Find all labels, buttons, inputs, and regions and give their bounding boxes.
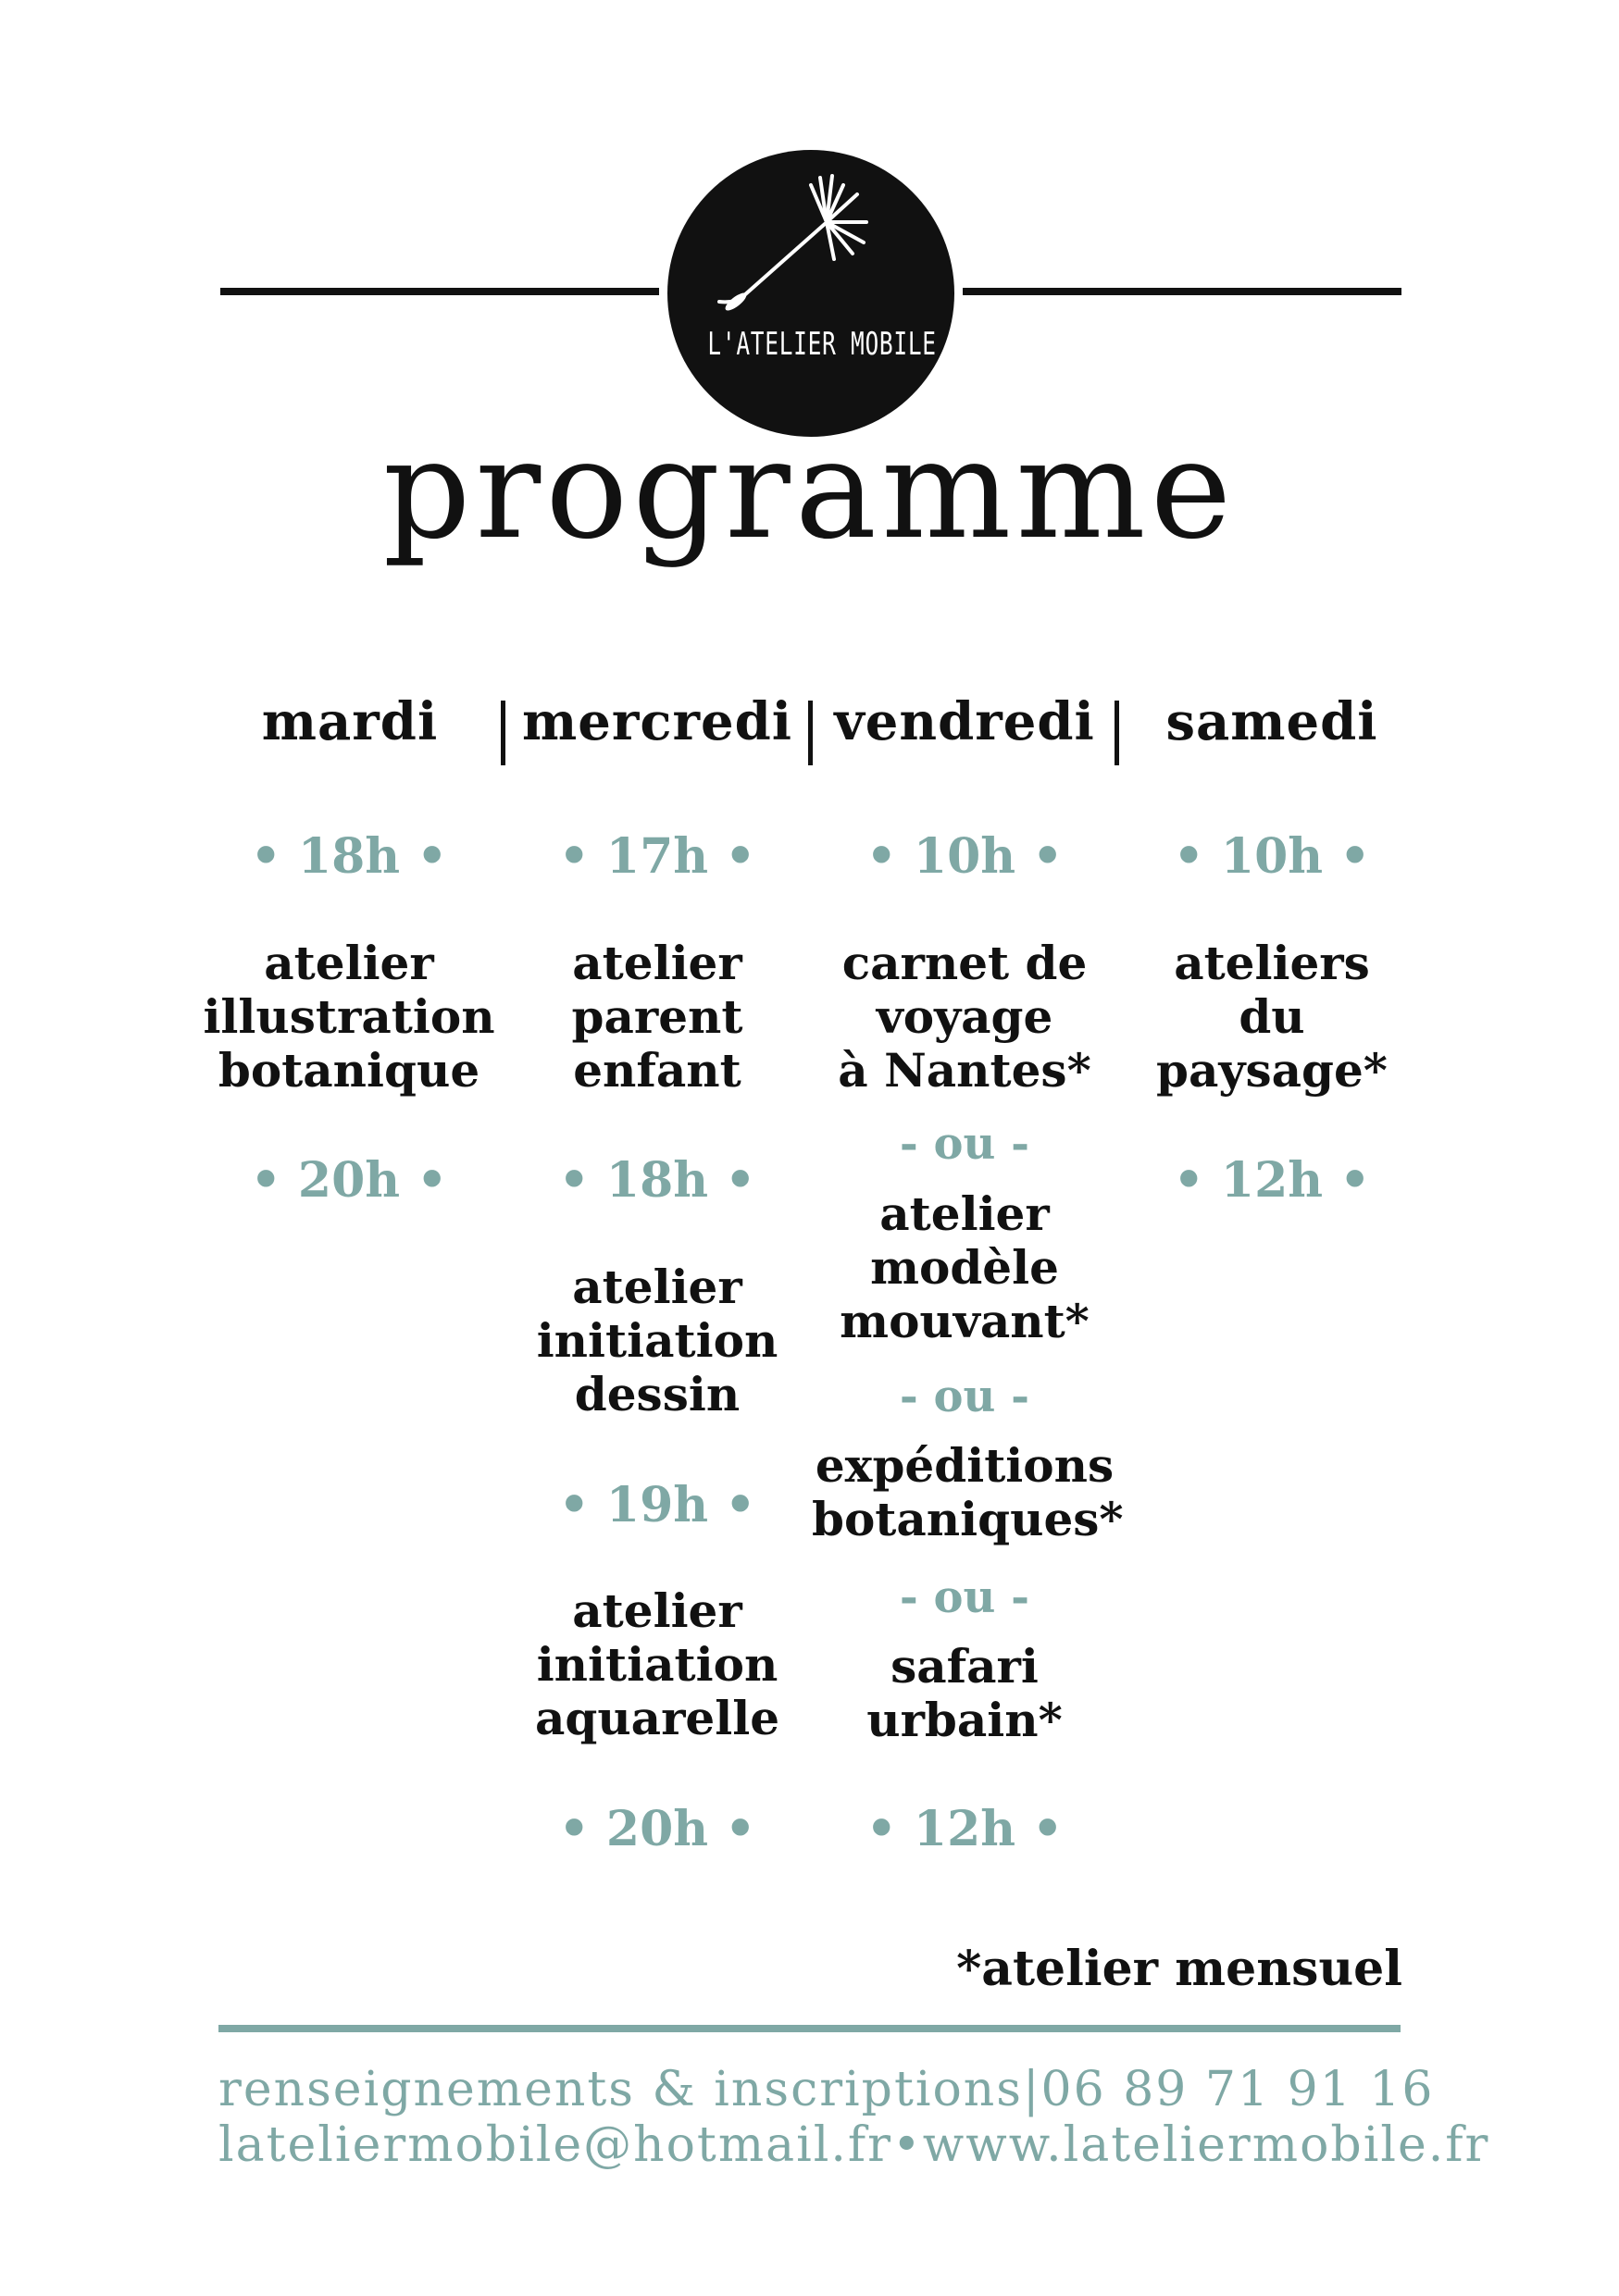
header-rule-left xyxy=(220,288,659,295)
time-start-vendredi: • 10h • xyxy=(866,828,1064,885)
header-rule-right xyxy=(963,288,1401,295)
activity-mercredi-1: atelier parent enfant xyxy=(571,936,743,1098)
activity-vendredi-4: safari urbain* xyxy=(866,1639,1063,1747)
contact-line-2 xyxy=(218,2117,1490,2173)
or-separator: - ou - xyxy=(899,1371,1030,1422)
day-header-vendredi: vendredi xyxy=(834,691,1095,752)
time-end-mardi: • 20h • xyxy=(250,1152,448,1209)
activity-mardi: atelier illustration botanique xyxy=(203,936,495,1098)
or-separator: - ou - xyxy=(899,1571,1030,1623)
time-end-mercredi: • 20h • xyxy=(558,1801,756,1857)
dandelion-seed-icon xyxy=(667,150,954,437)
contact-label: renseignements & inscriptions xyxy=(218,2062,1023,2117)
activity-mercredi-2: atelier initiation dessin xyxy=(536,1260,778,1421)
day-header-mardi: mardi xyxy=(261,691,439,752)
time-mercredi-3: • 19h • xyxy=(558,1477,756,1533)
day-header-samedi: samedi xyxy=(1165,691,1378,752)
footnote: *atelier mensuel xyxy=(956,1941,1402,1997)
email-link[interactable]: lateliermobile@hotmail.fr xyxy=(218,2117,893,2173)
website-link[interactable]: www.lateliermobile.fr xyxy=(922,2117,1490,2173)
activity-mercredi-3: atelier initiation aquarelle xyxy=(534,1583,780,1745)
or-separator: - ou - xyxy=(899,1118,1030,1170)
activity-vendredi-3: expéditions botaniques* xyxy=(812,1438,1124,1546)
logo-text: L'ATELIER MOBILE xyxy=(707,326,937,363)
contact-line-1 xyxy=(218,2062,1435,2117)
activity-vendredi-2: atelier modèle mouvant* xyxy=(840,1186,1090,1348)
activity-samedi: ateliers du paysage* xyxy=(1156,936,1388,1098)
time-start-samedi: • 10h • xyxy=(1173,828,1371,885)
time-end-vendredi: • 12h • xyxy=(866,1801,1064,1857)
page-title: programme xyxy=(382,410,1237,569)
time-mercredi-2: • 18h • xyxy=(558,1152,756,1209)
activity-vendredi-1: carnet de voyage à Nantes* xyxy=(838,936,1091,1098)
time-start-mercredi: • 17h • xyxy=(558,828,756,885)
contact-bullet: • xyxy=(892,2117,923,2173)
phone-number[interactable]: 06 89 71 91 16 xyxy=(1040,2062,1435,2117)
time-start-mardi: • 18h • xyxy=(250,828,448,885)
footer-rule xyxy=(218,2025,1401,2032)
logo xyxy=(667,150,954,437)
time-end-samedi: • 12h • xyxy=(1173,1152,1371,1209)
contact-separator: | xyxy=(1022,2062,1041,2117)
day-header-mercredi: mercredi xyxy=(521,691,793,752)
